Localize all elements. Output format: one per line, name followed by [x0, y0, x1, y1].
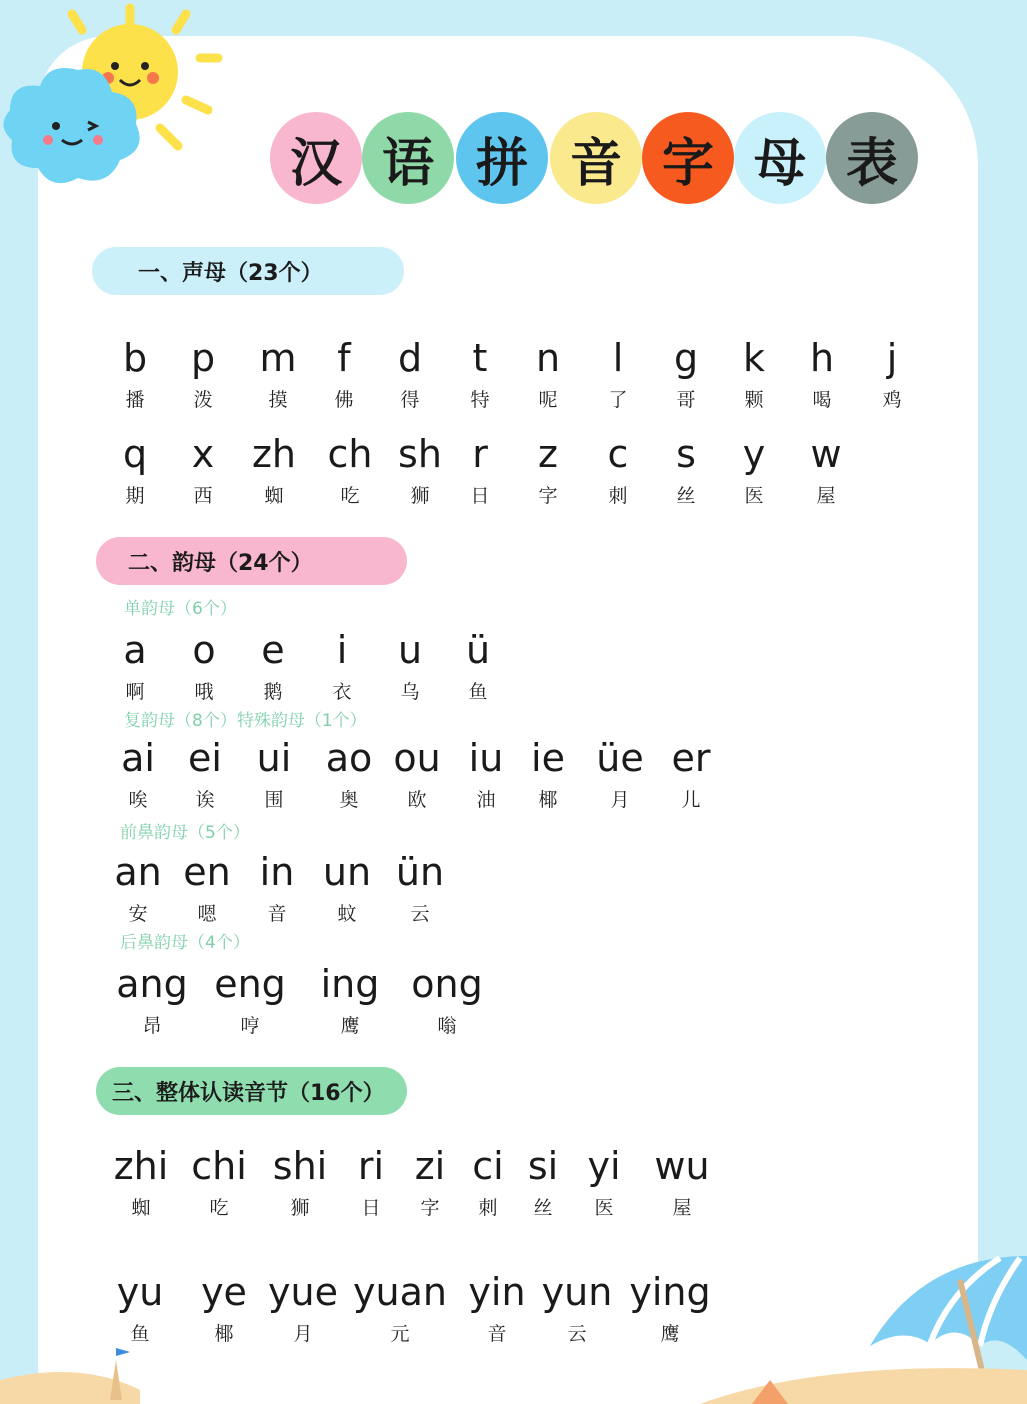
pinyin-letter: si	[527, 1144, 559, 1188]
example-character: 欧	[407, 789, 427, 811]
example-character: 诶	[195, 789, 215, 811]
example-character: 喝	[812, 389, 832, 411]
pinyin-letter: q	[122, 432, 148, 476]
example-character: 嗯	[197, 903, 217, 925]
pinyin-cell	[345, 1270, 455, 1346]
example-character: 啊	[125, 681, 145, 703]
example-character: 字	[538, 485, 558, 507]
example-character: 了	[608, 389, 628, 411]
example-character: 蚊	[337, 903, 357, 925]
pinyin-letter: ch	[327, 432, 373, 476]
example-character: 屋	[672, 1197, 692, 1219]
example-character: 期	[125, 485, 145, 507]
title-char-4: 音	[550, 112, 642, 204]
example-character: 日	[470, 485, 490, 507]
example-character: 安	[128, 903, 148, 925]
pinyin-letter: s	[676, 432, 696, 476]
pinyin-letter: an	[114, 850, 162, 894]
title-char-2: 语	[362, 112, 454, 204]
example-character: 奥	[339, 789, 359, 811]
pinyin-letter: f	[337, 336, 351, 380]
title-char-7: 表	[826, 112, 918, 204]
pinyin-letter: yun	[541, 1270, 613, 1314]
example-character: 刺	[608, 485, 628, 507]
example-character: 元	[390, 1323, 410, 1345]
example-character: 乌	[400, 681, 420, 703]
pinyin-letter: yi	[587, 1144, 621, 1188]
pinyin-letter: e	[261, 628, 285, 672]
pinyin-letter: yue	[268, 1270, 338, 1314]
example-character: 吃	[209, 1197, 229, 1219]
pinyin-letter: yu	[116, 1270, 164, 1314]
pinyin-letter: a	[123, 628, 147, 672]
pinyin-letter: t	[472, 336, 488, 380]
example-character: 西	[193, 485, 213, 507]
page-title	[270, 112, 920, 208]
example-character: 医	[744, 485, 764, 507]
example-character: 月	[610, 789, 630, 811]
pinyin-cell	[195, 962, 305, 1038]
subheading-simple-finals: 单韵母（6个）	[124, 599, 237, 619]
pinyin-cell	[423, 628, 533, 704]
example-character: 衣	[332, 681, 352, 703]
example-character: 唉	[128, 789, 148, 811]
section-heading-syllables: 三、整体认读音节（16个）	[96, 1067, 407, 1115]
section-heading-initials: 一、声母（23个）	[92, 247, 404, 295]
pinyin-letter: shi	[272, 1144, 328, 1188]
example-character: 哦	[194, 681, 214, 703]
example-character: 特	[470, 389, 490, 411]
example-character: 云	[567, 1323, 587, 1345]
example-character: 摸	[268, 389, 288, 411]
example-character: 狮	[410, 485, 430, 507]
title-char-1: 汉	[270, 112, 362, 204]
example-character: 椰	[538, 789, 558, 811]
pinyin-letter: j	[886, 336, 898, 380]
pinyin-letter: g	[673, 336, 699, 380]
pinyin-letter: p	[190, 336, 216, 380]
pinyin-letter: o	[192, 628, 216, 672]
title-char-5: 字	[642, 112, 734, 204]
example-character: 蜘	[131, 1197, 151, 1219]
example-character: 丝	[533, 1197, 553, 1219]
pinyin-letter: yin	[468, 1270, 526, 1314]
pinyin-cell	[295, 962, 405, 1038]
pinyin-letter: n	[535, 336, 561, 380]
example-character: 蜘	[264, 485, 284, 507]
example-character: 屋	[816, 485, 836, 507]
example-character: 儿	[681, 789, 701, 811]
pinyin-letter: yuan	[353, 1270, 447, 1314]
pinyin-letter: d	[397, 336, 423, 380]
example-character: 狮	[290, 1197, 310, 1219]
example-character: 泼	[193, 389, 213, 411]
example-character: 医	[594, 1197, 614, 1219]
pinyin-letter: ai	[121, 736, 155, 780]
example-character: 音	[487, 1323, 507, 1345]
pinyin-letter: ui	[256, 736, 292, 780]
example-character: 云	[410, 903, 430, 925]
pinyin-cell	[392, 962, 502, 1038]
pinyin-letter: ci	[472, 1144, 504, 1188]
pinyin-cell	[627, 1144, 737, 1220]
example-character: 鱼	[468, 681, 488, 703]
pinyin-letter: ao	[325, 736, 373, 780]
pinyin-letter: un	[322, 850, 372, 894]
pinyin-letter: zh	[251, 432, 297, 476]
example-character: 字	[420, 1197, 440, 1219]
pinyin-cell	[837, 336, 947, 412]
pinyin-letter: k	[742, 336, 765, 380]
pinyin-letter: ing	[320, 962, 380, 1006]
pinyin-letter: ri	[357, 1144, 385, 1188]
pinyin-letter: ang	[116, 962, 188, 1006]
pinyin-letter: h	[809, 336, 835, 380]
example-character: 围	[264, 789, 284, 811]
pinyin-letter: z	[538, 432, 558, 476]
example-character: 呢	[538, 389, 558, 411]
pinyin-letter: ün	[395, 850, 445, 894]
pinyin-letter: c	[607, 432, 629, 476]
example-character: 佛	[334, 389, 354, 411]
subheading-compound-finals: 复韵母（8个）特殊韵母（1个）	[124, 711, 367, 731]
pinyin-cell	[615, 1270, 725, 1346]
pinyin-letter: ou	[393, 736, 441, 780]
pinyin-letter: er	[671, 736, 711, 780]
example-character: 颗	[744, 389, 764, 411]
sun-cloud-decoration	[0, 0, 240, 200]
pinyin-letter: r	[472, 432, 488, 476]
pinyin-cell	[636, 736, 746, 812]
example-character: 油	[476, 789, 496, 811]
subheading-back-nasal-finals: 后鼻韵母（4个）	[120, 933, 250, 953]
example-character: 刺	[478, 1197, 498, 1219]
pinyin-cell	[248, 1270, 358, 1346]
example-character: 鹰	[340, 1015, 360, 1037]
example-character: 音	[267, 903, 287, 925]
example-character: 哼	[240, 1015, 260, 1037]
pinyin-letter: eng	[214, 962, 286, 1006]
example-character: 播	[125, 389, 145, 411]
example-character: 鹅	[263, 681, 283, 703]
pinyin-letter: l	[612, 336, 624, 380]
example-character: 嗡	[437, 1015, 457, 1037]
pinyin-cell	[365, 850, 475, 926]
pinyin-letter: ye	[201, 1270, 247, 1314]
example-character: 鸡	[882, 389, 902, 411]
pinyin-letter: iu	[468, 736, 504, 780]
pinyin-cell	[771, 432, 881, 508]
pinyin-letter: m	[259, 336, 297, 380]
pinyin-letter: en	[183, 850, 231, 894]
pinyin-letter: ong	[411, 962, 483, 1006]
pinyin-letter: ying	[629, 1270, 711, 1314]
example-character: 昂	[142, 1015, 162, 1037]
subheading-front-nasal-finals: 前鼻韵母（5个）	[120, 823, 250, 843]
pinyin-letter: u	[397, 628, 423, 672]
pinyin-letter: zi	[414, 1144, 446, 1188]
pinyin-letter: zhi	[113, 1144, 169, 1188]
example-character: 月	[293, 1323, 313, 1345]
title-char-3: 拼	[456, 112, 548, 204]
pinyin-letter: i	[336, 628, 348, 672]
pinyin-letter: x	[191, 432, 215, 476]
example-character: 得	[400, 389, 420, 411]
pinyin-letter: ei	[188, 736, 222, 780]
pinyin-letter: üe	[596, 736, 644, 780]
pinyin-letter: sh	[398, 432, 442, 476]
example-character: 哥	[676, 389, 696, 411]
example-character: 鹰	[660, 1323, 680, 1345]
pinyin-letter: ie	[531, 736, 565, 780]
pinyin-letter: wu	[654, 1144, 710, 1188]
pinyin-cell	[97, 962, 207, 1038]
pinyin-letter: b	[122, 336, 148, 380]
example-character: 日	[361, 1197, 381, 1219]
pinyin-letter: ü	[465, 628, 491, 672]
example-character: 吃	[340, 485, 360, 507]
sand-decoration	[0, 1340, 1027, 1404]
section-heading-finals: 二、韵母（24个）	[96, 537, 407, 585]
example-character: 椰	[214, 1323, 234, 1345]
pinyin-letter: chi	[191, 1144, 247, 1188]
pinyin-letter: w	[810, 432, 842, 476]
pinyin-letter: in	[259, 850, 295, 894]
pinyin-letter: y	[742, 432, 766, 476]
title-char-6: 母	[734, 112, 826, 204]
example-character: 丝	[676, 485, 696, 507]
example-character: 鱼	[130, 1323, 150, 1345]
